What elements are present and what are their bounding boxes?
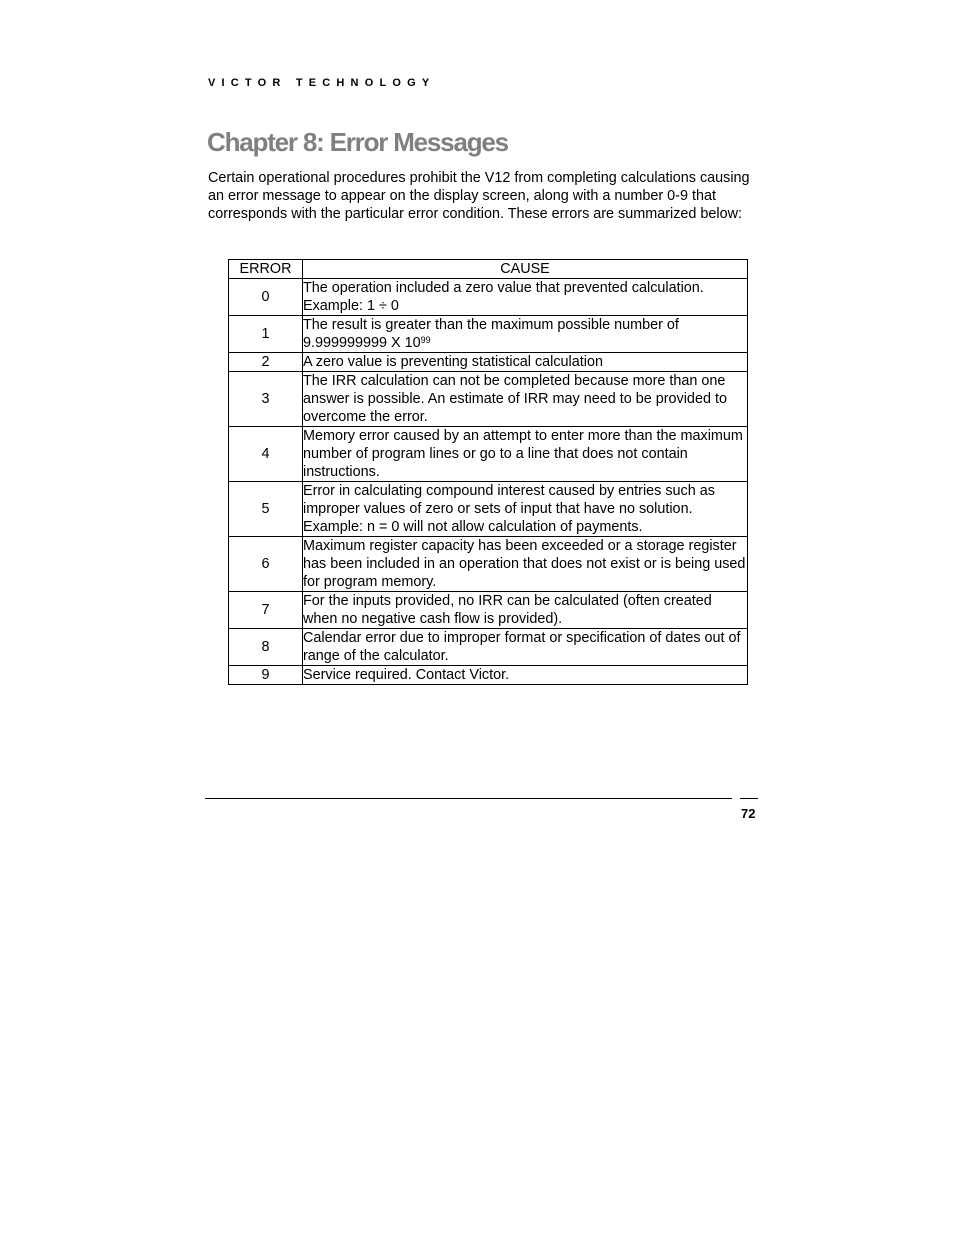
error-code: 1 bbox=[229, 316, 303, 353]
cause-text: The operation included a zero value that prevented calculation. bbox=[303, 280, 704, 296]
table-row bbox=[229, 316, 748, 353]
error-cause bbox=[303, 482, 748, 537]
error-cause bbox=[303, 316, 748, 353]
table-row bbox=[229, 427, 748, 482]
cause-column-header: CAUSE bbox=[303, 260, 748, 279]
error-cause: Service required. Contact Victor. bbox=[303, 666, 748, 685]
error-table bbox=[228, 259, 748, 685]
error-column-header: ERROR bbox=[229, 260, 303, 279]
error-code: 6 bbox=[229, 537, 303, 592]
cause-number-line bbox=[303, 334, 747, 352]
error-code: 7 bbox=[229, 592, 303, 629]
table-row bbox=[229, 629, 748, 666]
intro-paragraph: Certain operational procedures prohibit the V12 from completing calculations causing an error message to appear on the display screen, along with a number 0-9 that corresponds with the particular error condition. These errors are summarized below: bbox=[208, 170, 750, 222]
table-row bbox=[229, 666, 748, 685]
cause-text: The result is greater than the maximum possible number of bbox=[303, 317, 679, 333]
page-number: 72 bbox=[741, 806, 756, 821]
error-cause: For the inputs provided, no IRR can be calculated (often created when no negative cash flow is provided). bbox=[303, 592, 748, 629]
cause-example: Example: 1 ÷ 0 bbox=[303, 298, 399, 314]
table-row bbox=[229, 537, 748, 592]
error-cause: Maximum register capacity has been exceeded or a storage register has been included in an operation that does not exist or is being used for program memory. bbox=[303, 537, 748, 592]
brand-header: VICTOR TECHNOLOGY bbox=[208, 77, 436, 89]
page-number-divider bbox=[740, 798, 758, 799]
error-code: 3 bbox=[229, 372, 303, 427]
cause-example: Example: n = 0 will not allow calculation of payments. bbox=[303, 519, 643, 535]
exponent: 99 bbox=[420, 335, 431, 345]
table-row bbox=[229, 482, 748, 537]
error-cause bbox=[303, 279, 748, 316]
footer-divider bbox=[205, 798, 732, 799]
cause-number: 9.999999999 X 10 bbox=[303, 335, 421, 351]
table-row bbox=[229, 353, 748, 372]
chapter-title: Chapter 8: Error Messages bbox=[207, 127, 508, 157]
error-cause: Memory error caused by an attempt to enter more than the maximum number of program lines or go to a line that does not contain instructions. bbox=[303, 427, 748, 482]
error-code: 9 bbox=[229, 666, 303, 685]
error-code: 5 bbox=[229, 482, 303, 537]
cause-text: Error in calculating compound interest caused by entries such as improper values of zero or sets of input that have no solution. bbox=[303, 483, 715, 517]
error-code: 2 bbox=[229, 353, 303, 372]
error-cause: Calendar error due to improper format or specification of dates out of range of the calculator. bbox=[303, 629, 748, 666]
error-code: 8 bbox=[229, 629, 303, 666]
table-header-row bbox=[229, 260, 748, 279]
table-row bbox=[229, 279, 748, 316]
error-code: 0 bbox=[229, 279, 303, 316]
error-cause: The IRR calculation can not be completed because more than one answer is possible. An estimate of IRR may need to be provided to overcome the error. bbox=[303, 372, 748, 427]
error-cause: A zero value is preventing statistical calculation bbox=[303, 353, 748, 372]
error-code: 4 bbox=[229, 427, 303, 482]
table-row bbox=[229, 592, 748, 629]
table-row bbox=[229, 372, 748, 427]
